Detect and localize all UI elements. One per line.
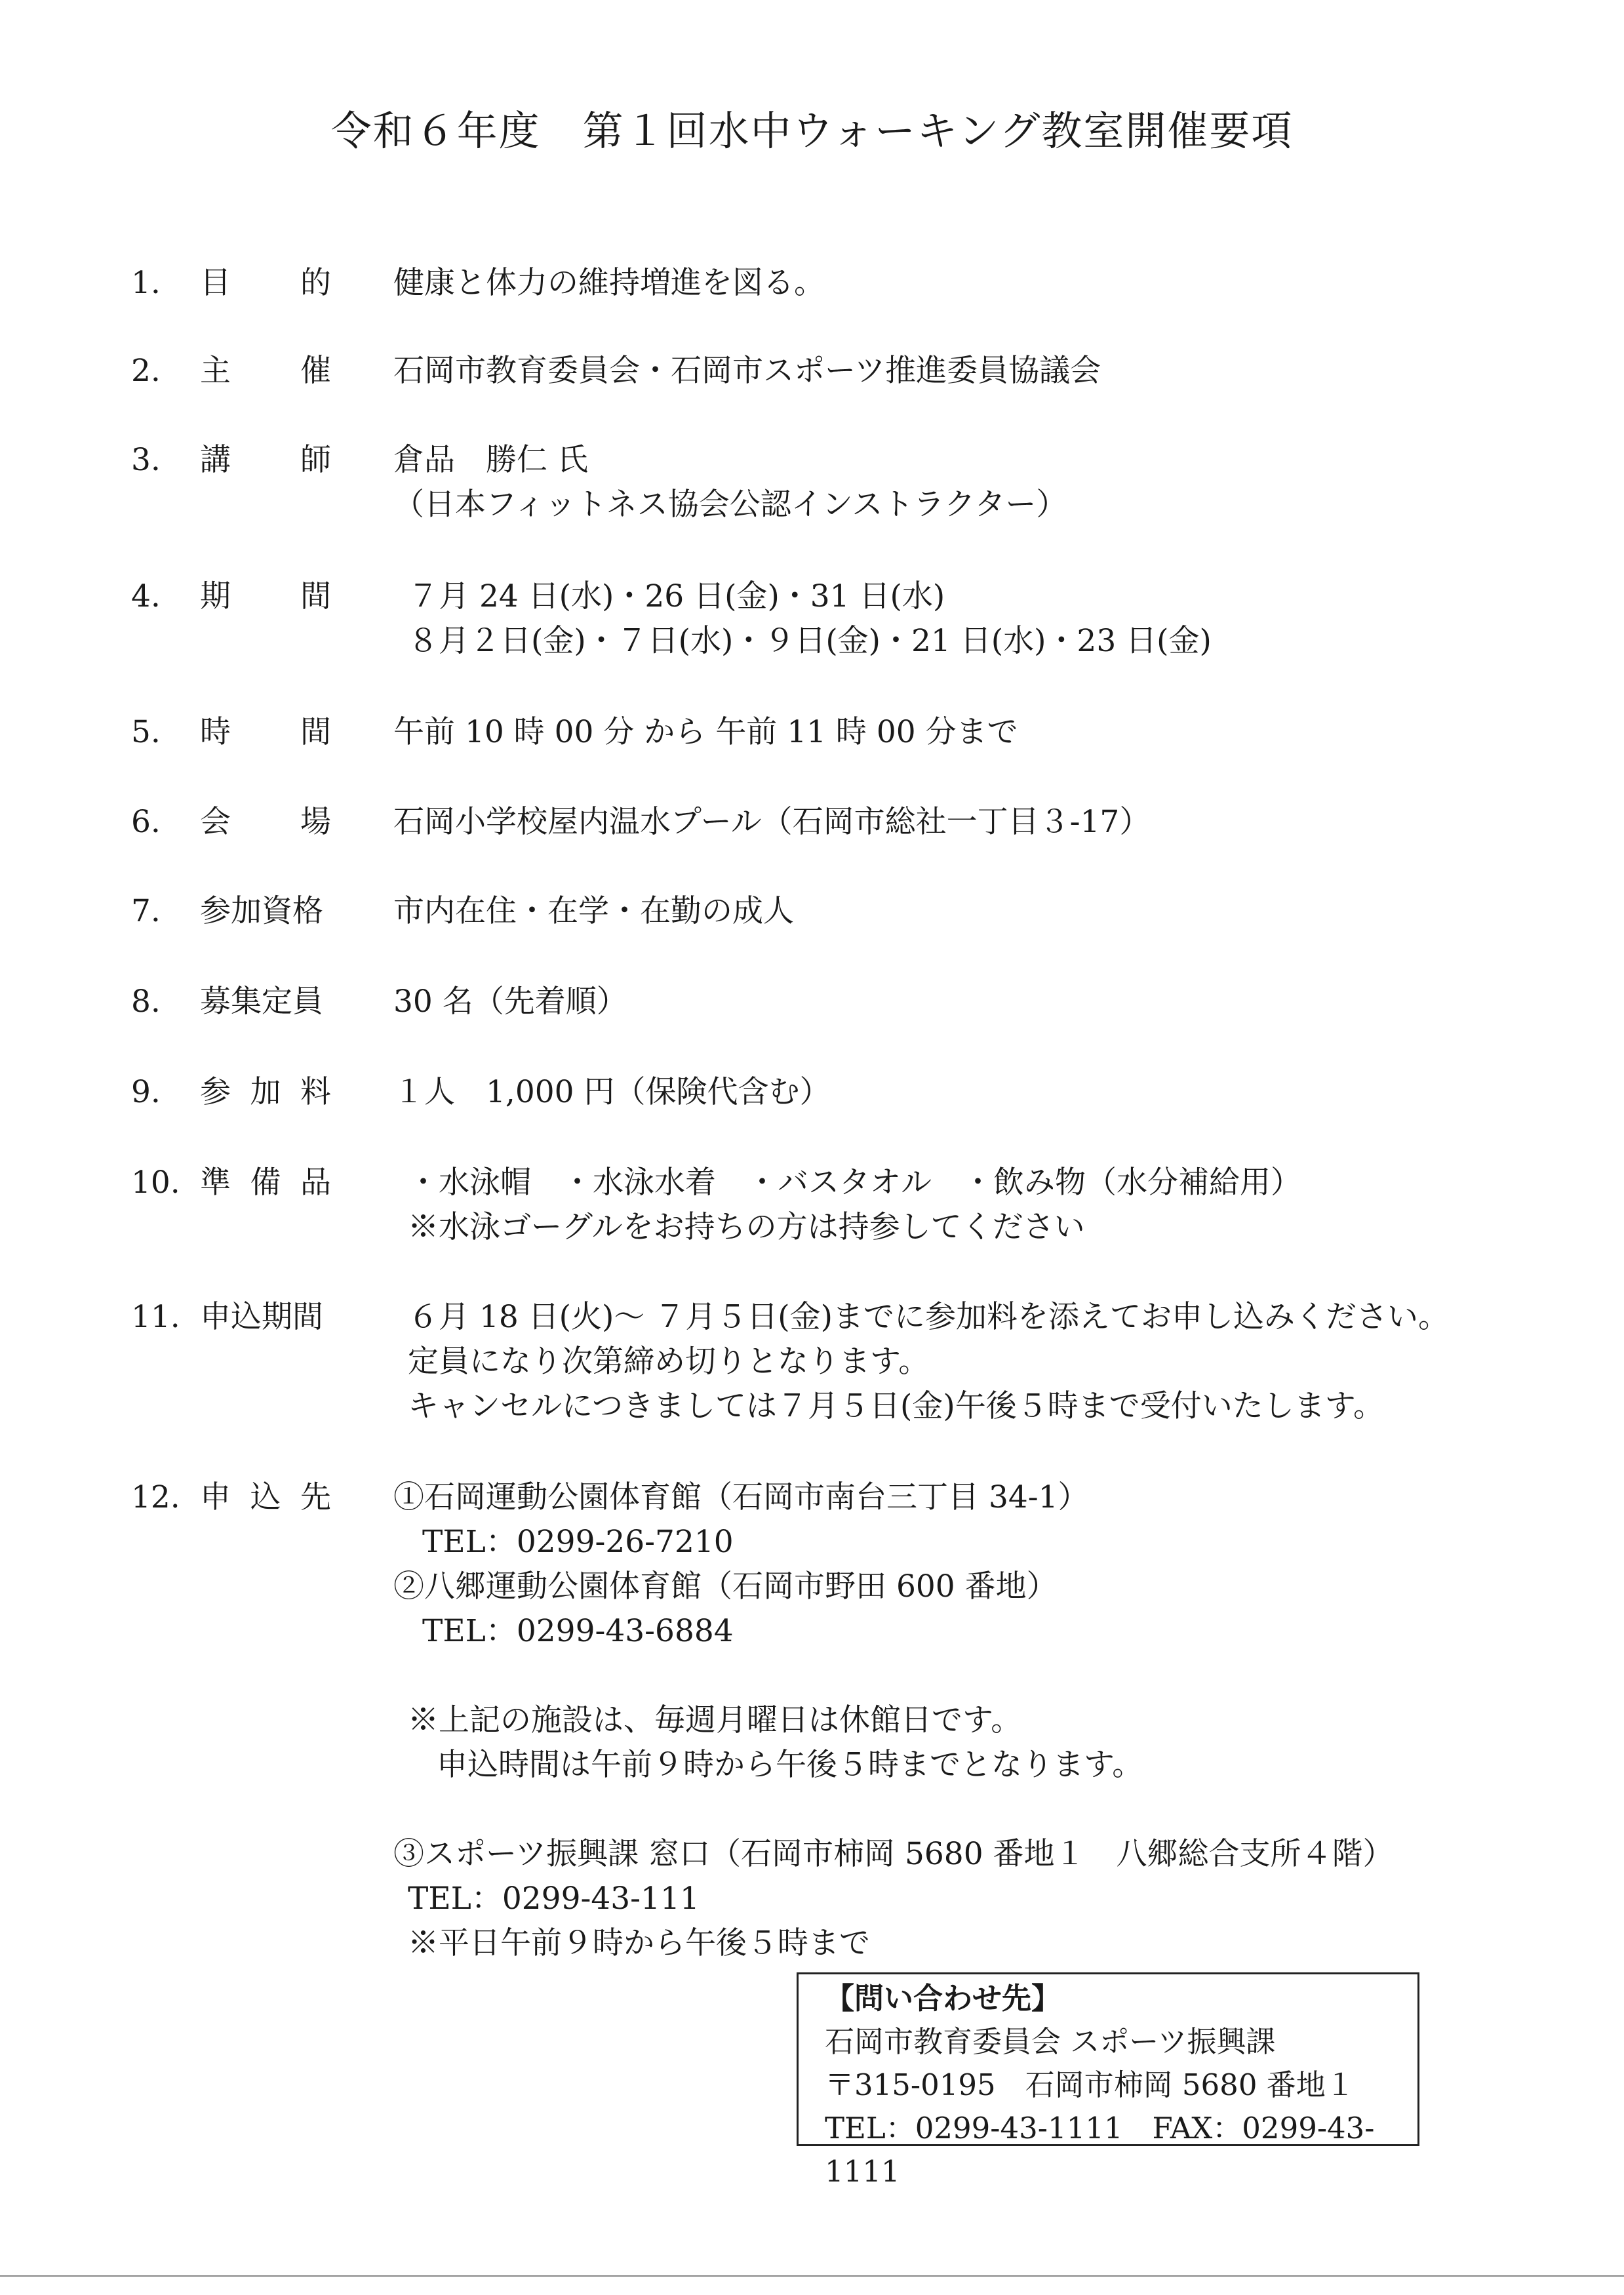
item-content: 倉品 勝仁 氏 （日本フィットネス協会公認インストラクター）	[393, 442, 1067, 523]
contact-box	[797, 1972, 1419, 2189]
venue-2: ②八郷運動公園体育館（石岡市野田 600 番地）	[393, 1568, 1058, 1605]
bottom-rule	[0, 2275, 1624, 2277]
item-label: 講 師	[200, 442, 331, 478]
item-number: 9.	[131, 1074, 161, 1110]
venue-3: ③スポーツ振興課 窓口（石岡市柿岡 5680 番地１ 八郷総合支所４階）	[393, 1836, 1394, 1872]
item-number: 2.	[131, 353, 161, 389]
item-content: 午前 10 時 00 分 から 午前 11 時 00 分まで	[393, 714, 1018, 750]
contact-address: 〒315-0195 石岡市柿岡 5680 番地１	[825, 2067, 1355, 2102]
item-content: 健康と体力の維持増進を図る。	[393, 265, 825, 301]
item-label: 募集定員	[200, 984, 323, 1020]
item-number: 4.	[131, 578, 161, 614]
item-number: 12.	[131, 1479, 180, 1515]
item-number: 5.	[131, 714, 161, 750]
item-content: 石岡市教育委員会・石岡市スポーツ推進委員協議会	[393, 353, 1101, 389]
venue-1: ①石岡運動公園体育館（石岡市南台三丁目 34-1）	[393, 1479, 1089, 1515]
item-content: ・水泳帽 ・水泳水着 ・バスタオル ・飲み物（水分補給用） ※水泳ゴーグルをお持ちの方は持参してください	[408, 1165, 1301, 1245]
item-label: 主 催	[200, 353, 331, 389]
item-content: ７月 24 日(水)・26 日(金)・31 日(水) ８月２日(金)・７日(水)・９日(金)・21 日(水)・23 日(金)	[408, 578, 1212, 659]
item-content: ６月 18 日(火)～ ７月５日(金)までに参加料を添えてお申し込みください。 定員になり次第締め切りとなります。 キャンセルにつきましては７月５日(金)午後５時まで受付いたします。	[408, 1299, 1449, 1424]
item-label: 参 加 料	[200, 1074, 331, 1110]
item-label: 時 間	[200, 714, 331, 750]
item-label: 期 間	[200, 578, 331, 614]
item-number: 6.	[131, 804, 161, 840]
item-label: 準 備 品	[200, 1165, 331, 1201]
venue-2-phone: TEL：0299-43-6884	[422, 1613, 734, 1649]
item-label: 目 的	[200, 265, 331, 301]
item-number: 11.	[131, 1299, 180, 1335]
venue-1-phone: TEL：0299-26-7210	[422, 1524, 734, 1560]
closed-day-note: ※上記の施設は、毎週月曜日は休館日です。	[408, 1702, 1022, 1738]
item-number: 7.	[131, 893, 161, 929]
hours-note: 申込時間は午前９時から午後５時までとなります。	[437, 1747, 1143, 1783]
item-number: 8.	[131, 984, 161, 1020]
item-content: 石岡小学校屋内温水プール（石岡市総社一丁目３-17）	[393, 804, 1151, 840]
document-title: 令和６年度 第１回水中ウォーキング教室開催要項	[330, 107, 1294, 155]
contact-phone: TEL：0299-43-1111 FAX：0299-43-1111	[825, 2111, 1375, 2189]
item-label: 申 込 先	[200, 1479, 331, 1515]
item-number: 3.	[131, 442, 161, 478]
item-content	[393, 1475, 1541, 1966]
venue-3-hours: ※平日午前９時から午後５時まで	[408, 1925, 870, 1961]
contact-org: 石岡市教育委員会 スポーツ振興課	[825, 2024, 1276, 2059]
item-content: １人 1,000 円（保険代含む）	[393, 1074, 831, 1110]
item-number: 1.	[131, 265, 161, 301]
item-content: 市内在住・在学・在勤の成人	[393, 893, 794, 929]
venue-3-phone: TEL：0299-43-111	[408, 1881, 700, 1917]
item-label: 会 場	[200, 804, 331, 840]
contact-heading: 【問い合わせ先】	[825, 1981, 1061, 2016]
item-content: 30 名（先着順）	[393, 984, 627, 1020]
item-number: 10.	[131, 1165, 180, 1201]
item-label: 申込期間	[200, 1299, 323, 1335]
item-label: 参加資格	[200, 893, 323, 929]
